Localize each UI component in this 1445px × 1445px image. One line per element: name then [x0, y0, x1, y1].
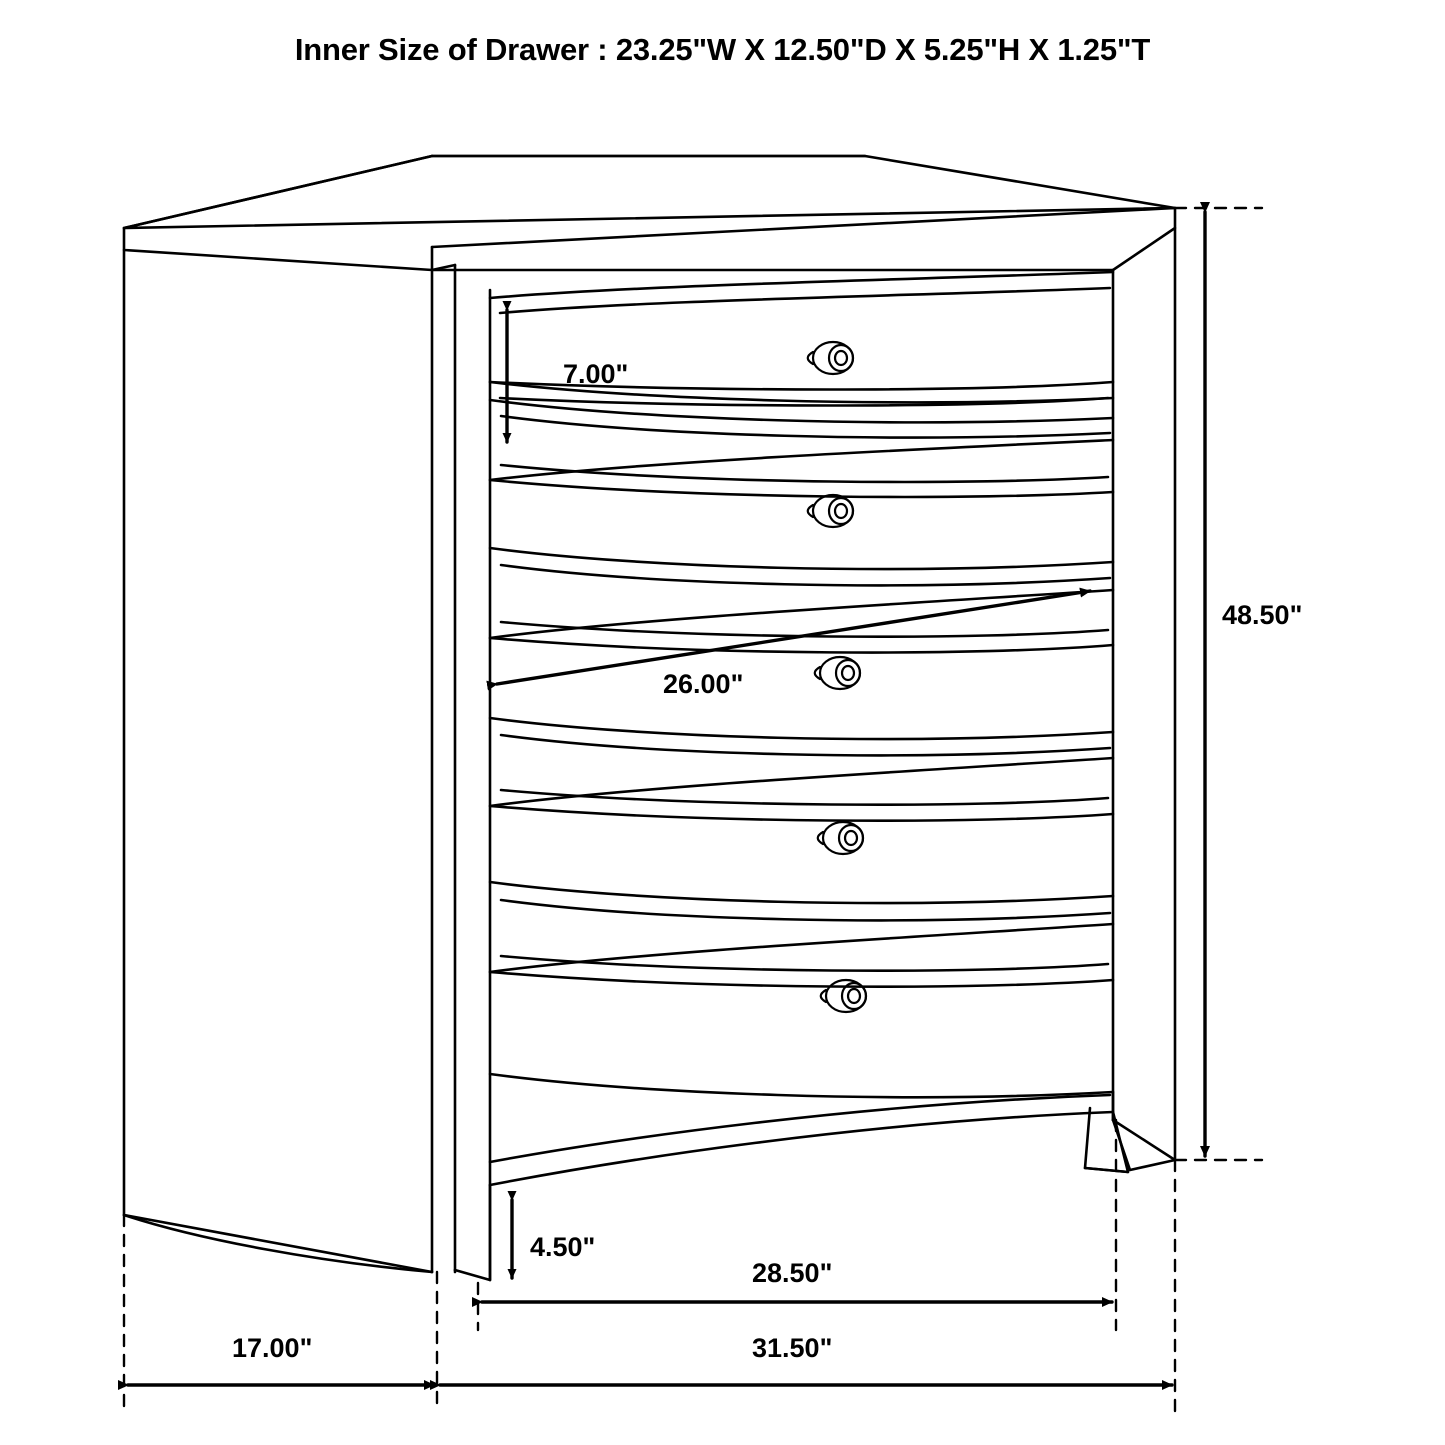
drawer-knob-5 [821, 980, 866, 1012]
drawer-knob-3 [815, 657, 860, 689]
dimension-label-overall-width: 31.50" [752, 1333, 833, 1363]
page-title: Inner Size of Drawer : 23.25"W X 12.50"D X 5.25"H X 1.25"T [294, 32, 1151, 67]
drawer-knob-1 [808, 342, 853, 374]
drawer-knob-4 [818, 822, 863, 854]
case-left-side-panel [124, 250, 432, 1272]
drawer-front-4 [490, 718, 1113, 821]
drawer-front-5 [490, 882, 1113, 987]
leg-right [1085, 1108, 1128, 1172]
dimension-label-drawer-height: 7.00" [563, 359, 629, 389]
case-front-frame [432, 265, 490, 1280]
dimension-label-case-front-width: 28.50" [752, 1258, 833, 1288]
leg-left [455, 1185, 490, 1280]
dimension-label-overall-height: 48.50" [1222, 600, 1303, 630]
drawer-front-2 [490, 400, 1113, 497]
case-bottom-apron [490, 1074, 1113, 1185]
case-right-side [1113, 228, 1175, 1170]
dimension-label-drawer-front-width: 26.00" [663, 669, 744, 699]
dimension-label-leg-height: 4.50" [530, 1232, 596, 1262]
dimension-label-overall-depth: 17.00" [232, 1333, 313, 1363]
drawer-knob-2 [808, 495, 853, 527]
